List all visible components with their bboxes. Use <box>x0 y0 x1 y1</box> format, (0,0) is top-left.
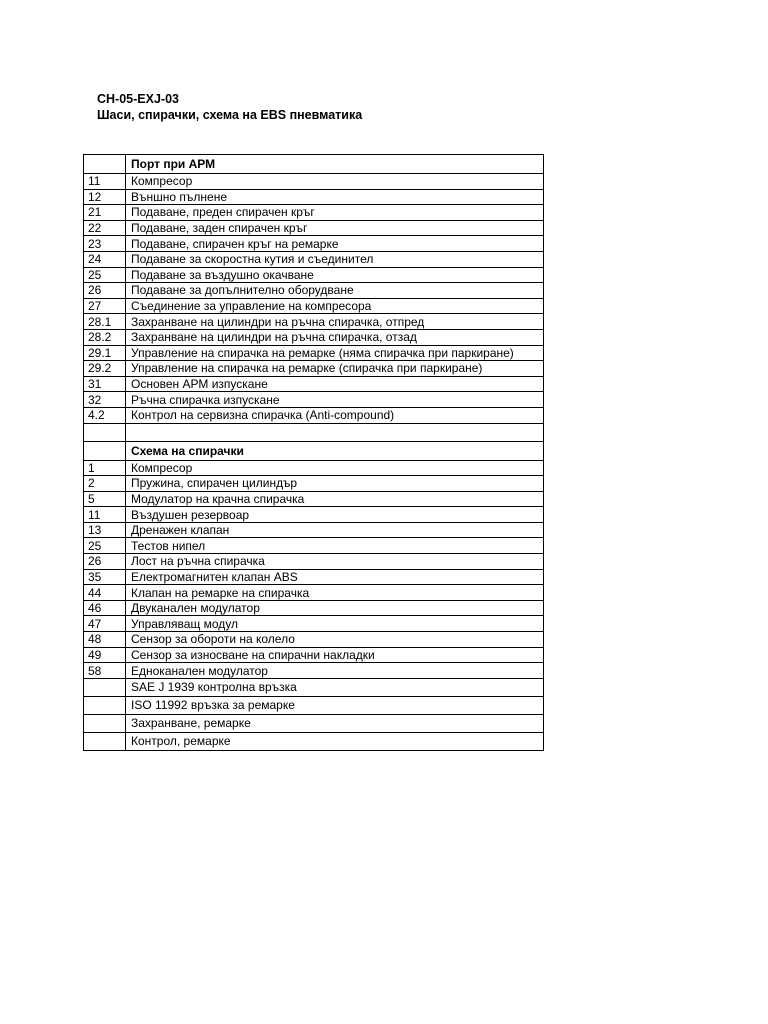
row-description: Външно пълнене <box>126 189 544 205</box>
row-description: Управление на спирачка на ремарке (спирачка при паркиране) <box>126 361 544 377</box>
row-description: Клапан на ремарке на спирачка <box>126 585 544 601</box>
row-number: 28.1 <box>84 314 126 330</box>
row-description: Подаване, преден спирачен кръг <box>126 205 544 221</box>
table-row <box>84 283 544 299</box>
row-description: SAE J 1939 контролна връзка <box>126 678 544 696</box>
row-description: Дренажен клапан <box>126 522 544 538</box>
row-number: 31 <box>84 376 126 392</box>
table-row <box>84 460 544 476</box>
row-description: Управляващ модул <box>126 616 544 632</box>
table-row <box>84 189 544 205</box>
row-number: 26 <box>84 554 126 570</box>
table-row <box>84 236 544 252</box>
row-description: ISO 11992 връзка за ремарке <box>126 696 544 714</box>
row-description: Управление на спирачка на ремарке (няма спирачка при паркиране) <box>126 345 544 361</box>
blank-cell <box>126 423 544 441</box>
row-number: 29.1 <box>84 345 126 361</box>
table-row <box>84 678 544 696</box>
row-number: 58 <box>84 663 126 679</box>
row-description: Въздушен резервоар <box>126 507 544 523</box>
row-description: Захранване, ремарке <box>126 714 544 732</box>
table-row <box>84 600 544 616</box>
row-description: Сензор за износване на спирачни накладки <box>126 647 544 663</box>
row-number: 47 <box>84 616 126 632</box>
row-number: 49 <box>84 647 126 663</box>
row-number: 12 <box>84 189 126 205</box>
row-description: Подаване, заден спирачен кръг <box>126 220 544 236</box>
document-title: Шаси, спирачки, схема на EBS пневматика <box>97 108 363 122</box>
row-number: 23 <box>84 236 126 252</box>
row-number: 22 <box>84 220 126 236</box>
row-number: 21 <box>84 205 126 221</box>
parts-table <box>83 154 544 751</box>
row-number: 11 <box>84 174 126 190</box>
table-row <box>84 345 544 361</box>
table-row <box>84 267 544 283</box>
table-row <box>84 647 544 663</box>
row-number: 27 <box>84 298 126 314</box>
row-description: Основен АРМ изпускане <box>126 376 544 392</box>
row-description: Подаване за въздушно окачване <box>126 267 544 283</box>
row-number <box>84 678 126 696</box>
table-row <box>84 569 544 585</box>
table-row <box>84 361 544 377</box>
row-number: 48 <box>84 632 126 648</box>
row-description: Захранване на цилиндри на ръчна спирачка, отпред <box>126 314 544 330</box>
table-row <box>84 522 544 538</box>
row-description: Подаване, спирачен кръг на ремарке <box>126 236 544 252</box>
row-number: 25 <box>84 267 126 283</box>
blank-row <box>84 423 544 441</box>
section-heading-num-cell <box>84 155 126 174</box>
row-number: 5 <box>84 491 126 507</box>
row-description: Ръчна спирачка изпускане <box>126 392 544 408</box>
row-description: Електромагнитен клапан ABS <box>126 569 544 585</box>
table-row <box>84 251 544 267</box>
row-description: Съединение за управление на компресора <box>126 298 544 314</box>
section-heading: Порт при АРМ <box>126 155 544 174</box>
row-number: 13 <box>84 522 126 538</box>
table-row <box>84 632 544 648</box>
document-code: CH-05-EXJ-03 <box>97 92 179 106</box>
row-description: Компресор <box>126 174 544 190</box>
row-number: 24 <box>84 251 126 267</box>
row-number: 44 <box>84 585 126 601</box>
table-row <box>84 174 544 190</box>
table-row <box>84 616 544 632</box>
table-row <box>84 585 544 601</box>
row-description: Компресор <box>126 460 544 476</box>
table-row <box>84 392 544 408</box>
blank-cell <box>84 423 126 441</box>
table-row <box>84 205 544 221</box>
row-number: 35 <box>84 569 126 585</box>
section-heading-row <box>84 155 544 174</box>
row-description: Двуканален модулатор <box>126 600 544 616</box>
row-number: 32 <box>84 392 126 408</box>
table-row <box>84 329 544 345</box>
section-heading-num-cell <box>84 441 126 460</box>
row-number: 4.2 <box>84 407 126 423</box>
table-row <box>84 696 544 714</box>
table-row <box>84 732 544 750</box>
row-number <box>84 696 126 714</box>
row-description: Подаване за допълнително оборудване <box>126 283 544 299</box>
row-description: Подаване за скоростна кутия и съединител <box>126 251 544 267</box>
table-row <box>84 491 544 507</box>
row-description: Модулатор на крачна спирачка <box>126 491 544 507</box>
parts-table-body <box>84 155 544 751</box>
row-description: Сензор за обороти на колело <box>126 632 544 648</box>
table-row <box>84 220 544 236</box>
row-description: Тестов нипел <box>126 538 544 554</box>
row-number: 25 <box>84 538 126 554</box>
table-row <box>84 314 544 330</box>
row-number: 2 <box>84 476 126 492</box>
section-heading-row <box>84 441 544 460</box>
row-description: Лост на ръчна спирачка <box>126 554 544 570</box>
row-number: 29.2 <box>84 361 126 377</box>
row-number: 11 <box>84 507 126 523</box>
table-row <box>84 663 544 679</box>
document-header <box>97 91 362 123</box>
table-row <box>84 376 544 392</box>
row-description: Контрол на сервизна спирачка (Anti-compound) <box>126 407 544 423</box>
table-row <box>84 298 544 314</box>
row-description: Захранване на цилиндри на ръчна спирачка, отзад <box>126 329 544 345</box>
table-row <box>84 538 544 554</box>
row-number: 28.2 <box>84 329 126 345</box>
table-row <box>84 714 544 732</box>
table-row <box>84 507 544 523</box>
table-row <box>84 554 544 570</box>
row-number: 46 <box>84 600 126 616</box>
row-description: Пружина, спирачен цилиндър <box>126 476 544 492</box>
table-row <box>84 476 544 492</box>
row-number <box>84 714 126 732</box>
row-number <box>84 732 126 750</box>
row-number: 26 <box>84 283 126 299</box>
section-heading: Схема на спирачки <box>126 441 544 460</box>
row-number: 1 <box>84 460 126 476</box>
table-row <box>84 407 544 423</box>
row-description: Контрол, ремарке <box>126 732 544 750</box>
row-description: Едноканален модулатор <box>126 663 544 679</box>
